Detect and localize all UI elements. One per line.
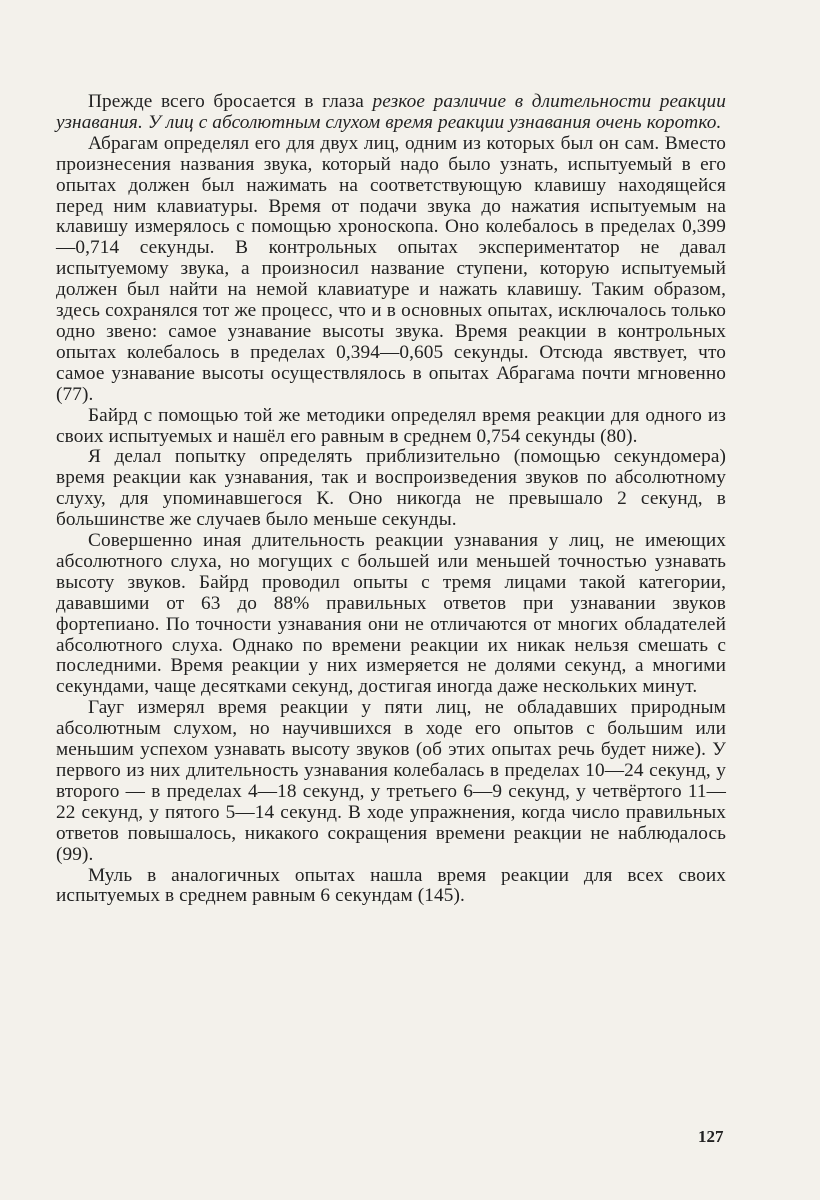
paragraph-1-italic: резкое различие в длительности реакции узнавания. У лиц с абсолютным слухом время реакции узнавания очень коротко.: [56, 91, 726, 133]
paragraph-1-normal: Прежде всего бросается в глаза: [88, 91, 373, 112]
paragraph-2: Абрагам определял его для двух лиц, одним из которых был он сам. Вместо произнесения названия звука, который надо было узнать, испытуемый в его опытах должен был нажимать на соответствующую клавишу находящейся перед ним клавиатуры. Время от подачи звука до нажатия испытуемым на клавишу измерялось с помощью хроноскопа. Оно колебалось в пределах 0,399—0,714 секунды. В контрольных опытах экспериментатор не давал испытуемому звука, а произносил название ступени, которую испытуемый должен был найти на немой клавиатуре и нажать клавишу. Таким образом, здесь сохранялся тот же процесс, что и в основных опытах, исключалось только одно звено: самое узнавание высоты звука. Время реакции в контрольных опытах колебалось в пределах 0,394—0,605 секунды. Отсюда явствует, что самое узнавание высоты осуществлялось в опытах Абрагама почти мгновенно (77).: [56, 132, 726, 405]
paragraph-1: [56, 92, 726, 134]
paragraph-4: Я делал попытку определять приблизительно (помощью секундомера) время реакции как узнавания, так и воспроизведения звуков по абсолютному слуху, для упоминавшегося К. Оно никогда не превышало 2 секунд, в большинстве же случаев было меньше секунды.: [56, 446, 726, 531]
paragraph-3: Байрд с помощью той же методики определял время реакции для одного из своих испытуемых и нашёл его равным в среднем 0,754 секунды (80).: [56, 404, 726, 447]
paragraph-5: Совершенно иная длительность реакции узнавания у лиц, не имеющих абсолютного слуха, но могущих с большей или меньшей точностью узнавать высоту звуков. Байрд проводил опыты с тремя лицами такой категории, дававшими от 63 до 88% правильных ответов при узнавании звуков фортепиано. По точности узнавания они не отличаются от многих обладателей абсолютного слуха. Однако по времени реакции их никак нельзя смешать с последними. Время реакции у них измеряется не долями секунд, а многими секундами, чаще десятками секунд, достигая иногда даже нескольких минут.: [56, 530, 726, 698]
text-block: [56, 92, 726, 907]
paragraph-6: Гауг измерял время реакции у пяти лиц, не обладавших природным абсолютным слухом, но научившихся в ходе его опытов с большим или меньшим успехом узнавать высоту звуков (об этих опытах речь будет ниже). У первого из них длительность узнавания колебалась в пределах 10—24 секунд, у второго — в пределах 4—18 секунд, у третьего 6—9 секунд, у четвёртого 11—22 секунд, у пятого 5—14 секунд. В ходе упражнения, когда число правильных ответов повышалось, никакого сокращения времени реакции не наблюдалось (99).: [56, 697, 726, 865]
page-number: 127: [698, 1127, 724, 1146]
paragraph-7: Муль в аналогичных опытах нашла время реакции для всех своих испытуемых в среднем равным 6 секундам (145).: [56, 864, 726, 907]
